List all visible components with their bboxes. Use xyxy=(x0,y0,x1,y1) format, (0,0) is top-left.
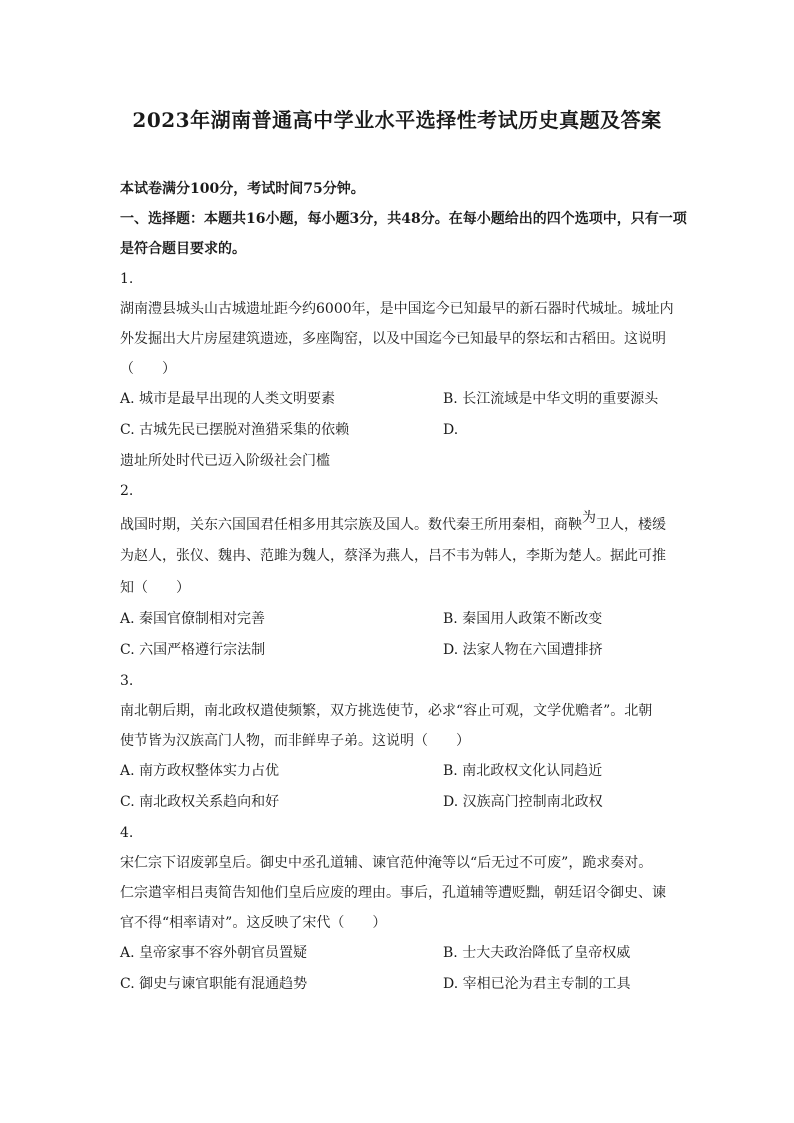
question-1-options-row xyxy=(120,415,680,446)
question-3-stem-line: 使节皆为汉族高门人物，而非鲜卑子弟。这说明（ ） xyxy=(120,733,470,749)
question-4-option-a: A. 皇帝家事不容外朝官员置疑 xyxy=(120,945,308,961)
question-2-option-d: D. 法家人物在六国遭排挤 xyxy=(443,642,603,658)
question-3-option-c: C. 南北政权关系趋向和好 xyxy=(120,794,280,810)
question-3-option-d: D. 汉族高门控制南北政权 xyxy=(443,794,603,810)
question-1-stem-line: （ ） xyxy=(120,361,176,377)
question-3-option-a: A. 南方政权整体实力占优 xyxy=(120,763,280,779)
question-4-option-c: C. 御史与谏官职能有混通趋势 xyxy=(120,976,308,992)
question-1-stem-line: 湖南澧县城头山古城遗址距今约6000年，是中国迄今已知最早的新石器时代城址。城址内 xyxy=(120,301,674,317)
question-1-option-b: B. 长江流域是中华文明的重要源头 xyxy=(443,391,659,407)
question-4-option-b: B. 士大夫政治降低了皇帝权威 xyxy=(443,945,631,961)
question-2-stem-line: 知（ ） xyxy=(120,580,190,596)
question-4-stem-line: 仁宗遣宰相吕夷简告知他们皇后应废的理由。事后，孔道辅等遭贬黜，朝廷诏令御史、谏 xyxy=(120,885,666,901)
question-1-option-a: A. 城市是最早出现的人类文明要素 xyxy=(120,391,336,407)
question-2-options-row xyxy=(120,604,680,635)
question-3-options-row xyxy=(120,787,680,818)
question-4-options-row xyxy=(120,938,680,969)
page-title: 2023年湖南普通高中学业水平选择性考试历史真题及答案 xyxy=(132,108,662,132)
question-4-number: 4. xyxy=(120,825,134,841)
question-2-option-c: C. 六国严格遵行宗法制 xyxy=(120,642,266,658)
question-1-option-c: C. 古城先民已摆脱对渔猎采集的依赖 xyxy=(120,422,350,438)
question-3-options-row xyxy=(120,756,680,787)
section-heading-line-1: 一、选择题：本题共16小题，每小题3分，共48分。在每小题给出的四个选项中，只有一项 xyxy=(120,211,687,227)
question-2-stem-line: 为赵人，张仪、魏冉、范雎为魏人，蔡泽为燕人，吕不韦为韩人，李斯为楚人。据此可推 xyxy=(120,548,666,564)
question-4-stem-line: 官不得“相率请对”。这反映了宋代（ ） xyxy=(120,915,387,931)
question-2-option-b: B. 秦国用人政策不断改变 xyxy=(443,611,603,627)
question-1-option-d-label: D. xyxy=(443,422,459,438)
intro-text: 本试卷满分100分，考试时间75分钟。 xyxy=(120,181,365,197)
question-1-stem-line: 外发掘出大片房屋建筑遗迹，多座陶窑，以及中国迄今已知最早的祭坛和古稻田。这说明 xyxy=(120,331,666,347)
question-1-option-d-text: 遗址所处时代已迈入阶级社会门槛 xyxy=(120,453,330,469)
question-2-options-row xyxy=(120,635,680,666)
question-4-option-d: D. 宰相已沦为君主专制的工具 xyxy=(443,976,631,992)
question-1-options-row xyxy=(120,384,680,415)
question-2-option-a: A. 秦国官僚制相对完善 xyxy=(120,611,266,627)
question-2-stem-text: 卫人，楼缓 xyxy=(596,517,666,533)
question-2-stem-text: 战国时期，关东六国国君任相多用其宗族及国人。数代秦王所用秦相，商鞅 xyxy=(120,517,582,533)
section-heading-line-2: 是符合题目要求的。 xyxy=(120,241,246,257)
question-2-stem-superscript: 为 xyxy=(582,510,596,526)
question-3-stem-line: 南北朝后期，南北政权遣使频繁，双方挑选使节，必求“容止可观，文学优赡者”。北朝 xyxy=(120,703,653,719)
question-3-option-b: B. 南北政权文化认同趋近 xyxy=(443,763,603,779)
question-4-options-row xyxy=(120,969,680,1000)
question-2-stem-line xyxy=(120,506,680,540)
exam-content xyxy=(120,174,687,1000)
question-1-number: 1. xyxy=(120,271,134,287)
question-4-stem-line: 宋仁宗下诏废郭皇后。御史中丞孔道辅、谏官范仲淹等以“后无过不可废”，跪求奏对。 xyxy=(120,855,653,871)
question-3-number: 3. xyxy=(120,673,134,689)
question-2-number: 2. xyxy=(120,483,134,499)
